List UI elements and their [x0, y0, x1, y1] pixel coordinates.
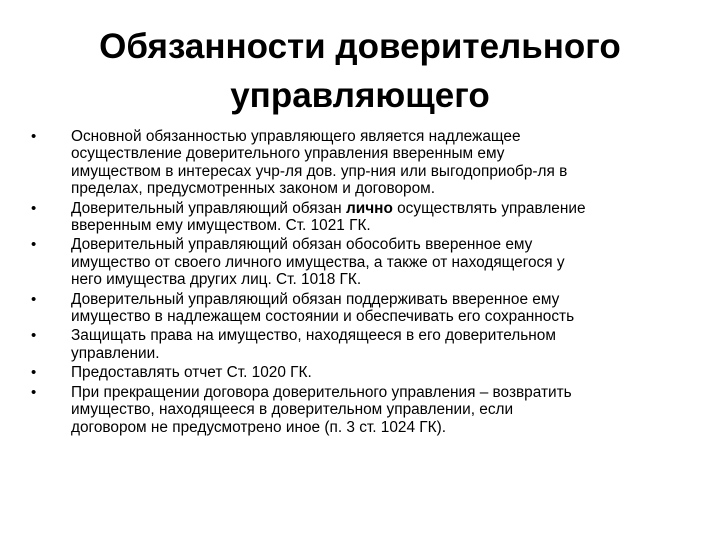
- bullet-text-bold-word: лично: [345, 199, 393, 217]
- bullet-text-line: имущество, находящееся в доверительном управлении, если: [71, 401, 514, 419]
- bullet-item-maintenance: [31, 291, 681, 326]
- bullet-dot-icon: •: [31, 128, 37, 145]
- bullet-text-segment: Доверительный управляющий обязан: [71, 199, 346, 217]
- bullet-dot-icon: •: [31, 364, 37, 382]
- bullet-text-line: имуществом в интересах учр-ля дов. упр-ния или выгодоприобр-ля в: [71, 162, 568, 180]
- bullet-text-line: управлении.: [71, 344, 160, 362]
- bullet-dot-icon: •: [31, 199, 37, 217]
- bullet-text-line: Защищать права на имущество, находящееся в его доверительном: [71, 327, 556, 345]
- bullet-text-line: имущество в надлежащем состоянии и обеспечивать его сохранность: [71, 308, 575, 326]
- bullet-item-segregation: [31, 236, 681, 288]
- bullet-text-line: Доверительный управляющий обязан обособить вверенное ему: [71, 236, 533, 254]
- bullet-dot-icon: •: [31, 383, 37, 401]
- slide-title: [60, 22, 660, 120]
- bullet-text-line: пределах, предусмотренных законом и договором.: [71, 180, 436, 198]
- bullet-text-line: имущество от своего личного имущества, а также от находящегося у: [71, 253, 565, 271]
- bullet-text-line: Предоставлять отчет Ст. 1020 ГК.: [71, 364, 312, 382]
- bullet-item-report: [31, 364, 681, 381]
- bullet-text-line: него имущества других лиц. Ст. 1018 ГК.: [71, 271, 362, 289]
- bullet-item-personal-management: [31, 200, 681, 235]
- bullet-item-protection: [31, 327, 681, 362]
- bullet-text-segment: осуществлять управление: [392, 199, 586, 217]
- bullet-text-line: При прекращении договора доверительного управления – возвратить: [71, 383, 572, 401]
- bullet-dot-icon: •: [31, 236, 37, 254]
- title-line-2: управляющего: [230, 76, 490, 115]
- bullet-list: [31, 128, 681, 436]
- title-line-1: Обязанности доверительного: [99, 27, 621, 66]
- bullet-text-line: вверенным ему имуществом. Ст. 1021 ГК.: [71, 217, 371, 235]
- bullet-item-main-duty: [31, 128, 681, 198]
- bullet-dot-icon: •: [31, 327, 37, 345]
- bullet-text-line: Доверительный управляющий обязан поддерживать вверенное ему: [71, 290, 560, 308]
- bullet-text-line: [71, 200, 681, 217]
- bullet-text-line: Основной обязанностью управляющего является надлежащее: [71, 128, 521, 145]
- bullet-text-line: договором не предусмотрено иное (п. 3 ст. 1024 ГК).: [71, 418, 447, 436]
- bullet-dot-icon: •: [31, 290, 37, 308]
- bullet-text-line: осуществление доверительного управления вверенным ему: [71, 145, 505, 163]
- bullet-item-return-property: [31, 384, 681, 436]
